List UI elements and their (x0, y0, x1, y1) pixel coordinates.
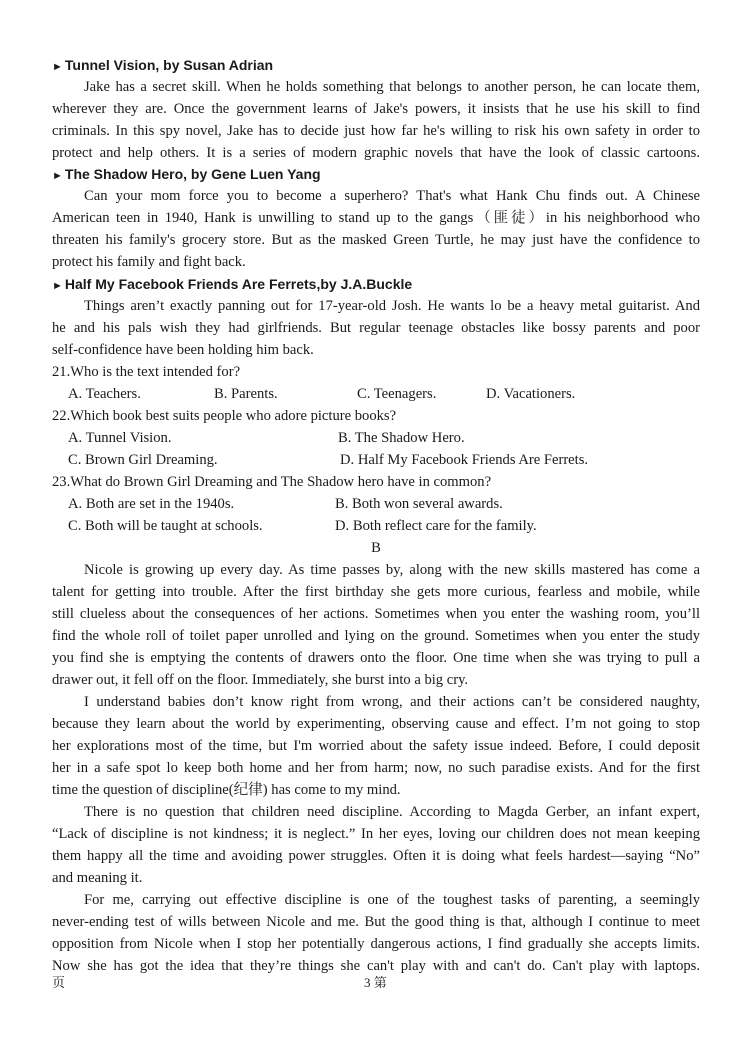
question-stem-22: 22.Which book best suits people who adore picture books? (52, 408, 397, 424)
text-line: her explorations most of the time, but I'm worried about the safety issue indeed. Before, I could deposit (52, 738, 700, 754)
text-line: he and his pals wish they had girlfriends. But regular teenage obstacles like bossy parents and poor (52, 320, 700, 336)
option-22-b: B. The Shadow Hero. (338, 430, 465, 446)
text-line: you find she is emptying the contents of drawers onto the floor. One time when she was trying to pull a (52, 650, 700, 666)
text-line: “Lack of discipline is not kindness; it is neglect.” In her eyes, loving our children does not mean keeping (52, 826, 700, 842)
text-line: because they learn about the world by experimenting, observing cause and effect. I’m not going to stop (52, 716, 700, 732)
text-line: protect and help others. It is a series of modern graphic novels that have the look of classic cartoons. (52, 145, 700, 161)
footer-left: 页 (52, 975, 66, 990)
triangle-bullet-icon: ► (52, 280, 63, 292)
text-line: never-ending test of wills between Nicole and me. But the good thing is that, although I continue to meet (52, 914, 700, 930)
book-heading-facebook-ferrets: ► Half My Facebook Friends Are Ferrets,by J.A.Buckle (52, 276, 413, 292)
text-line: American teen in 1940, Hank is unwilling to stand up to the gangs（匪徒）in his neighborhood who (52, 210, 700, 226)
page-number: 3 第 (364, 975, 387, 990)
question-stem-21: 21.Who is the text intended for? (52, 364, 241, 380)
option-21-d: D. Vacationers. (486, 386, 576, 402)
text-line: protect his family and fight back. (52, 254, 246, 270)
text-line: time the question of discipline(纪律) has come to my mind. (52, 782, 401, 798)
option-23-c: C. Both will be taught at schools. (68, 518, 263, 534)
option-23-b: B. Both won several awards. (335, 496, 503, 512)
text-line: Jake has a secret skill. When he holds something that belongs to another person, he can locate them, (84, 79, 700, 95)
option-23-d: D. Both reflect care for the family. (335, 518, 537, 534)
text-line: talent for getting into trouble. After the first birthday she gets more curious, fearless and mobile, while (52, 584, 700, 600)
text-line: Nicole is growing up every day. As time passes by, along with the new skills mastered has come a (84, 562, 700, 578)
question-stem-23: 23.What do Brown Girl Dreaming and The Shadow hero have in common? (52, 474, 492, 490)
option-21-a: A. Teachers. (68, 386, 141, 402)
triangle-bullet-icon: ► (52, 61, 63, 73)
option-23-a: A. Both are set in the 1940s. (68, 496, 235, 512)
option-22-d: D. Half My Facebook Friends Are Ferrets. (340, 452, 589, 468)
triangle-bullet-icon: ► (52, 170, 63, 182)
text-line: find the whole roll of toilet paper unrolled and lying on the ground. Sometimes when you enter the study (52, 628, 700, 644)
text-line: threaten his family's grocery store. But as the masked Green Turtle, he may just have the confidence to (52, 232, 700, 248)
text-line: There is no question that children need discipline. According to Magda Gerber, an infant expert, (84, 804, 700, 820)
text-line: drawer out, it fell off on the floor. Immediately, she burst into a big cry. (52, 672, 469, 688)
text-line: Things aren’t exactly panning out for 17-year-old Josh. He wants lo be a heavy metal guitarist. And (84, 298, 700, 314)
text-line: and meaning it. (52, 870, 143, 886)
text-line: her in a safe spot lo keep both home and her from harm; now, no such paradise exists. And for the first (52, 760, 700, 776)
option-22-c: C. Brown Girl Dreaming. (68, 452, 218, 468)
text-line: opposition from Nicole when I stop her potentially dangerous actions, I find gradually she accepts limits. (52, 936, 700, 952)
text-line: Now she has got the idea that they’re things she can't play with and can't do. Can't play with laptops. (52, 958, 700, 974)
text-line: still clueless about the consequences of her actions. Sometimes when you enter the washing room, you’ll (52, 606, 700, 622)
text-line: criminals. In this spy novel, Jake has to decide just how far he's willing to risk his own safety in order to (52, 123, 700, 139)
option-22-a: A. Tunnel Vision. (68, 430, 172, 446)
book-heading-shadow-hero: ► The Shadow Hero, by Gene Luen Yang (52, 166, 321, 182)
book-heading-tunnel-vision: ► Tunnel Vision, by Susan Adrian (52, 57, 274, 73)
section-b-label: B (371, 540, 381, 556)
option-21-c: C. Teenagers. (357, 386, 437, 402)
text-line: Can your mom force you to become a superhero? That's what Hank Chu finds out. A Chinese (84, 188, 700, 204)
text-line: wherever they are. Once the government learns of Jake's powers, it insists that he use his skill to find (52, 101, 700, 117)
text-line: I understand babies don’t know right from wrong, and their actions can’t be considered naughty, (84, 694, 700, 710)
text-line: them happy all the time and avoiding power struggles. Often it is doing what feels hardest—saying “No” (52, 848, 700, 864)
text-line: self-confidence have been holding him back. (52, 342, 314, 358)
text-line: For me, carrying out effective discipline is one of the toughest tasks of parenting, a seemingly (84, 892, 700, 908)
option-21-b: B. Parents. (214, 386, 278, 402)
